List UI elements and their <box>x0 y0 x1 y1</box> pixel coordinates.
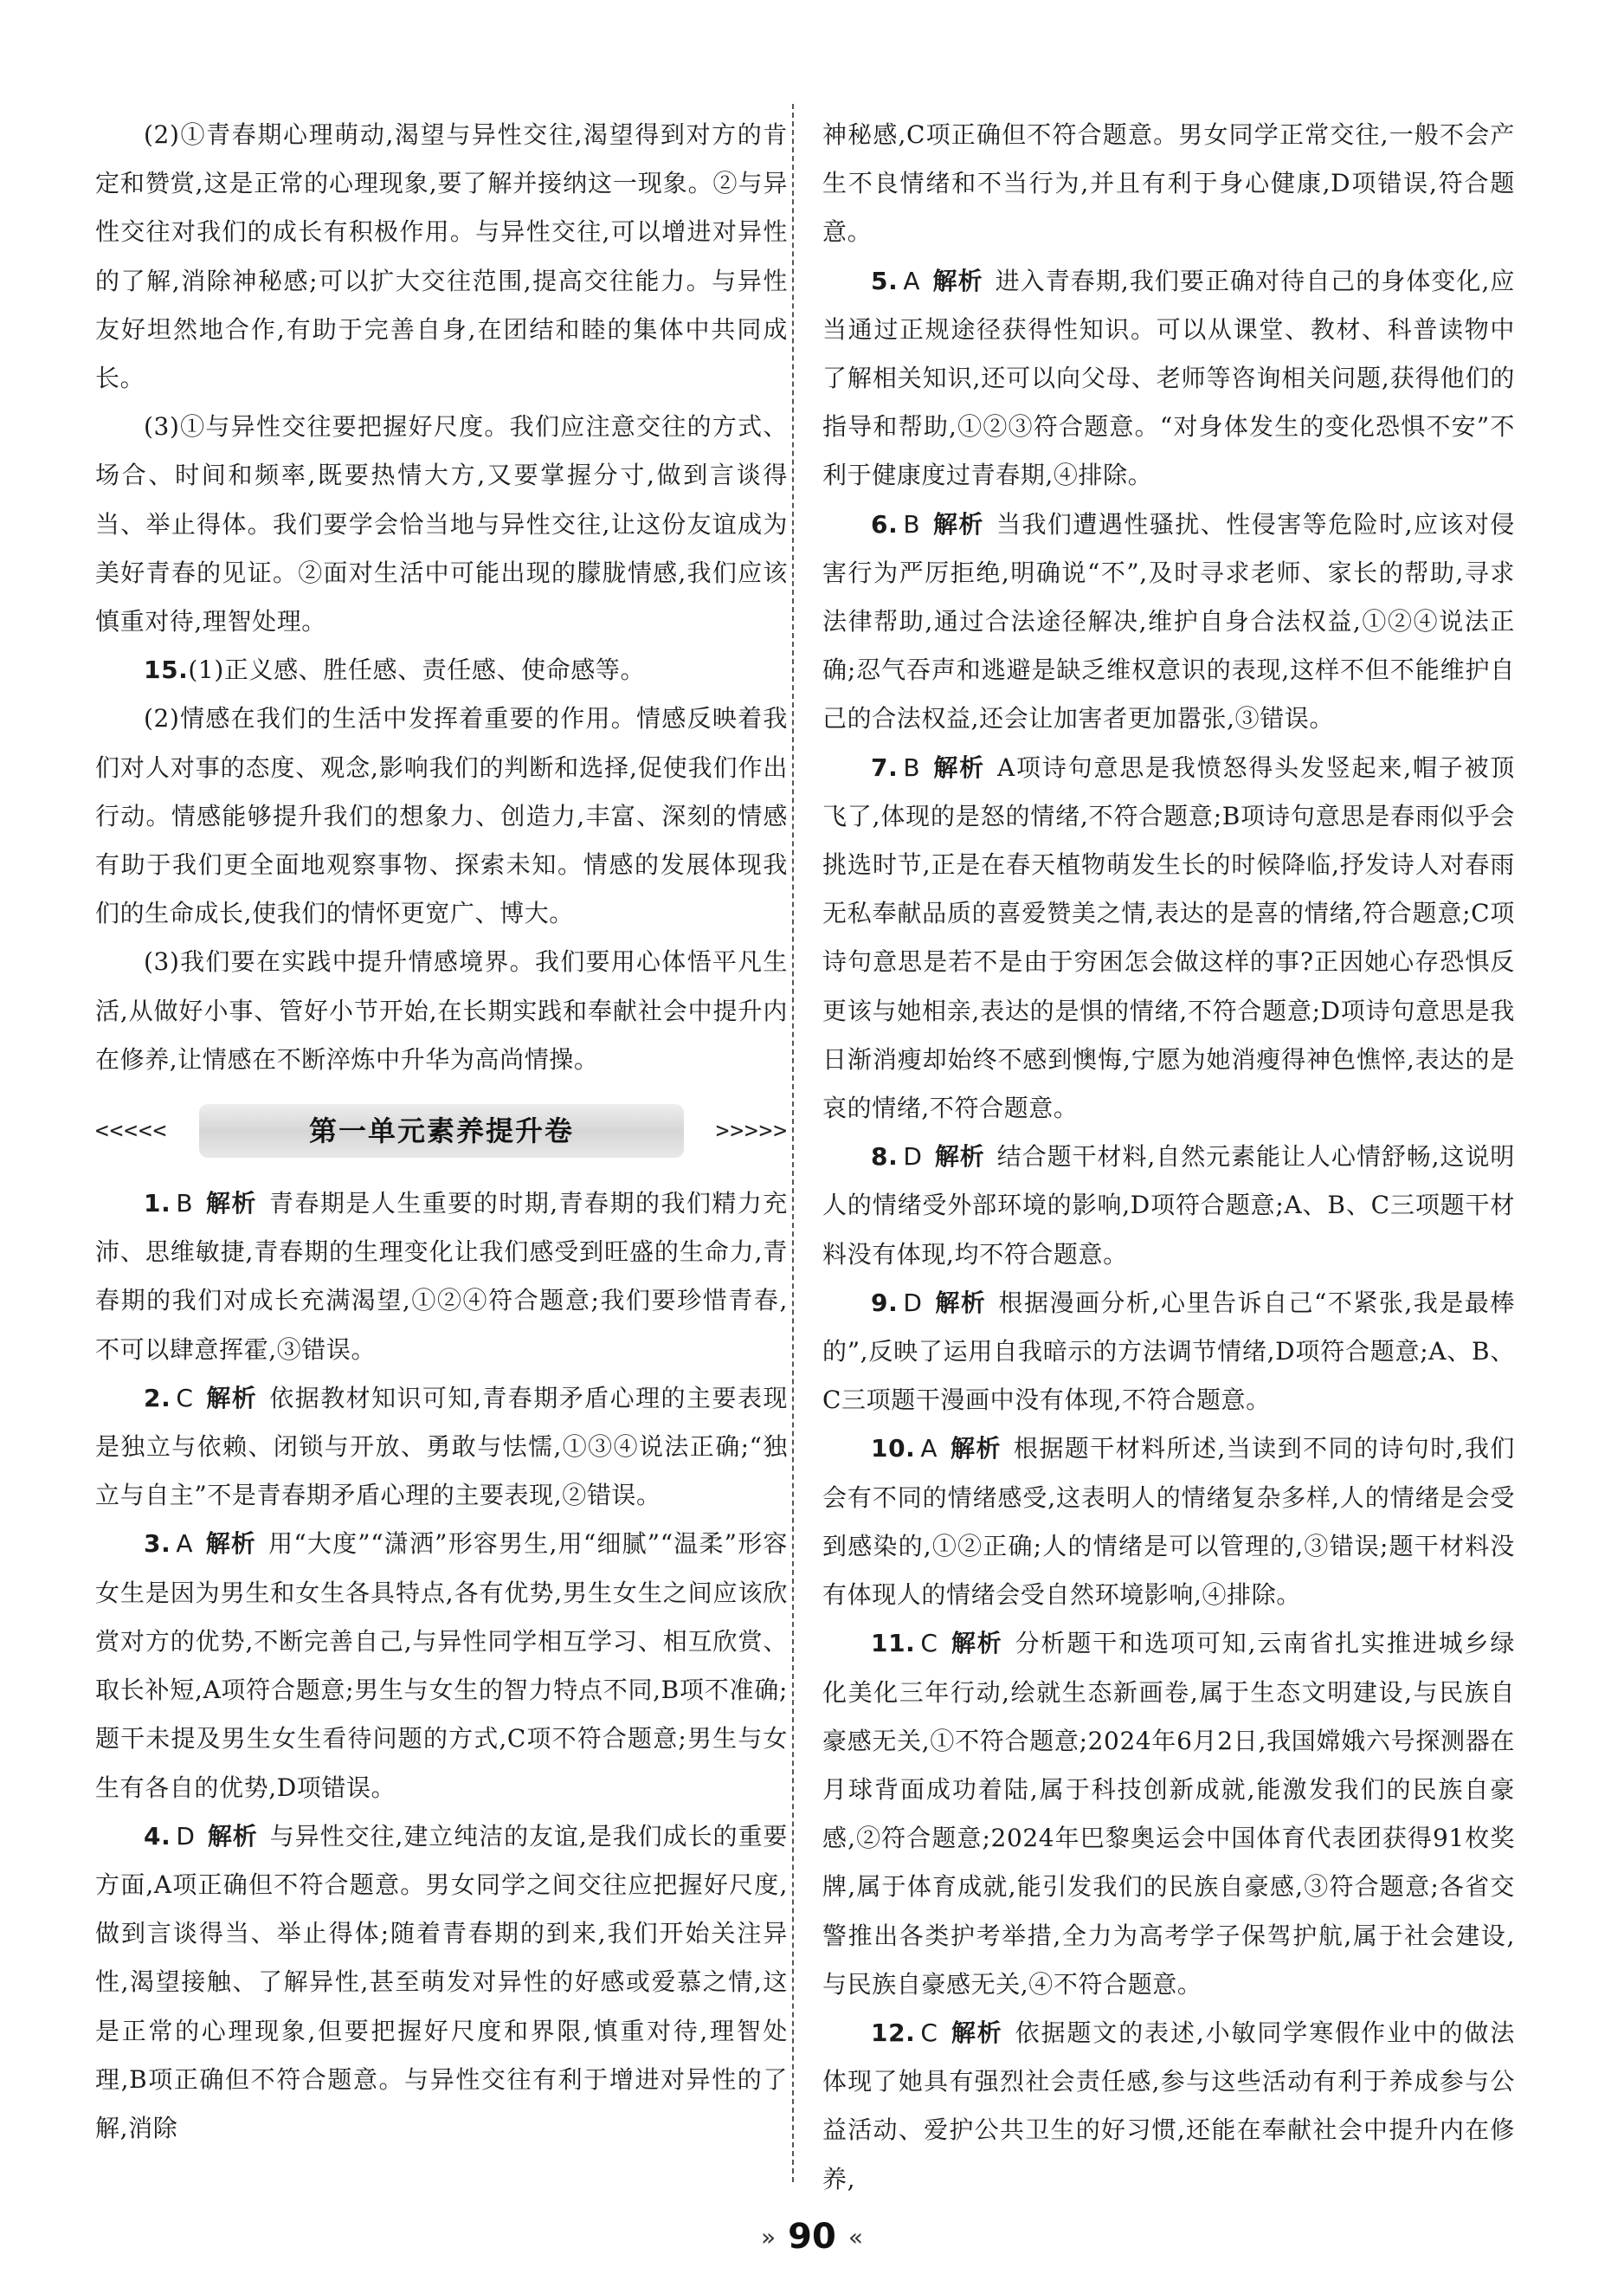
analysis-text: 当我们遭遇性骚扰、性侵害等危险时,应该对侵害行为严厉拒绝,明确说“不”,及时寻求老师、家长的帮助,寻求法律帮助,通过合法途径解决,维护自身合法权益,①②④说法正确;忍气吞声和逃避是缺乏维权意识的表现,这样不但不能维护自己的合法权益,还会让加害者更加嚣张,③错误。 <box>822 509 1515 733</box>
answer-item <box>95 1520 788 1812</box>
q15-part1 <box>95 646 788 694</box>
analysis-label: 解析 <box>205 1383 258 1412</box>
q15-part3: (3)我们要在实践中提升情感境界。我们要用心体悟平凡生活,从做好小事、管好小节开始,在长期实践和奉献社会中提升内在修养,让情感在不断淬炼中升华为高尚情操。 <box>95 947 788 1074</box>
analysis-label: 解析 <box>205 1189 257 1218</box>
q4-continuation: 神秘感,C项正确但不符合题意。男女同学正常交往,一般不会产生不良情绪和不当行为,并且有利于身心健康,D项错误,符合题意。 <box>822 120 1515 247</box>
analysis-text: 结合题干材料,自然元素能让人心情舒畅,这说明人的情绪受外部环境的影响,D项符合题意;A、B、C三项题干材料没有体现,均不符合题意。 <box>822 1142 1515 1269</box>
answer-item <box>95 1812 788 2153</box>
item-answer: C <box>920 2018 938 2047</box>
item-answer: B <box>903 509 921 539</box>
analysis-text: 与异性交往,建立纯洁的友谊,是我们成长的重要方面,A项正确但不符合题意。男女同学之间交往应把握好尺度,做到言谈得当、举止得体;随着青春期的到来,我们开始关注异性,渴望接触、了解异性,甚至萌发对异性的好感或爱慕之情,这是正常的心理现象,但要把握好尺度和界限,慎重对待,理智处理,B项正确但不符合题意。与异性交往有利于增进对异性的了解,消除 <box>95 1821 788 2142</box>
item-answer: B <box>176 1189 194 1218</box>
item-number: 11. <box>871 1629 916 1658</box>
answer-item <box>95 1179 788 1374</box>
q15-part2: (2)情感在我们的生活中发挥着重要的作用。情感反映着我们对人对事的态度、观念,影响我们的判断和选择,促使我们作出行动。情感能够提升我们的想象力、创造力,丰富、深刻的情感有助于我们更全面地观察事物、探索未知。情感的发展体现我们的生命成长,使我们的情怀更宽广、博大。 <box>95 704 788 928</box>
item-answer: A <box>903 266 921 295</box>
analysis-text: 青春期是人生重要的时期,青春期的我们精力充沛、思维敏捷,青春期的生理变化让我们感受到旺盛的生命力,青春期的我们对成长充满渴望,①②④符合题意;我们要珍惜青春,不可以肆意挥霍,③错误。 <box>95 1189 788 1364</box>
analysis-text: 分析题干和选项可知,云南省扎实推进城乡绿化美化三年行动,绘就生态新画卷,属于生态文明建设,与民族自豪感无关,①不符合题意;2024年6月2日,我国嫦娥六号探测器在月球背面成功着陆,属于科技创新成就,能激发我们的民族自豪感,②符合题意;2024年巴黎奥运会中国体育代表团获得91枚奖牌,属于体育成就,能引发我们的民族自豪感,③符合题意;各省交警推出各类护考举措,全力为高考学子保驾护航,属于社会建设,与民族自豪感无关,④不符合题意。 <box>822 1629 1516 1999</box>
item-number: 6. <box>871 509 899 539</box>
item-number: 3. <box>144 1529 171 1559</box>
answer-item <box>822 1133 1515 1279</box>
analysis-text: 根据漫画分析,心里告诉自己“不紧张,我是最棒的”,反映了运用自我暗示的方法调节情绪,D项符合题意;A、B、C三项题干漫画中没有体现,不符合题意。 <box>822 1288 1515 1415</box>
item-answer: D <box>176 1821 196 1851</box>
analysis-label: 解析 <box>950 1434 1002 1463</box>
page-number: 90 <box>788 2217 836 2257</box>
right-column <box>822 111 1515 2204</box>
item-number: 7. <box>871 752 899 782</box>
q14-part2: (2)①青春期心理萌动,渴望与异性交往,渴望得到对方的肯定和赞赏,这是正常的心理现象,要了解并接纳这一现象。②与异性交往对我们的成长有积极作用。与异性交往,可以增进对异性的了解,消除神秘感;可以扩大交往范围,提高交往能力。与异性友好坦然地合作,有助于完善自身,在团结和睦的集体中共同成长。 <box>95 120 788 393</box>
chevron-left-icon: « <box>847 2222 863 2251</box>
section-header <box>95 1100 788 1162</box>
analysis-text: 进入青春期,我们要正确对待自己的身体变化,应当通过正规途径获得性知识。可以从课堂、教材、科普读物中了解相关知识,还可以向父母、老师等咨询相关问题,获得他们的指导和帮助,①②③符合题意。“对身体发生的变化恐惧不安”不利于健康度过青春期,④排除。 <box>822 266 1515 490</box>
answer-item <box>822 1424 1515 1619</box>
column-divider <box>792 104 794 2182</box>
chevron-right-icon: » <box>761 2222 777 2251</box>
analysis-label: 解析 <box>950 1629 1003 1658</box>
item-number: 10. <box>871 1434 916 1463</box>
page-footer <box>0 2217 1624 2257</box>
analysis-text: A项诗句意思是我愤怒得头发竖起来,帽子被顶飞了,体现的是怒的情绪,不符合题意;B项诗句意思是春雨似乎会挑选时节,正是在春天植物萌发生长的时候降临,抒发诗人对春雨无私奉献品质的喜爱赞美之情,表达的是喜的情绪,符合题意;C项诗句意思是若不是由于穷困怎会做这样的事?正因她心存恐惧反更该与她相亲,表达的是惧的情绪,不符合题意;D项诗句意思是我日渐消瘦却始终不感到懊悔,宁愿为她消瘦得神色憔悴,表达的是哀的情绪,不符合题意。 <box>822 752 1515 1123</box>
answer-item <box>822 257 1515 501</box>
item-number: 2. <box>144 1383 171 1412</box>
item-answer: A <box>176 1529 194 1559</box>
analysis-label: 解析 <box>934 1288 987 1317</box>
right-arrows: >>>>> <box>715 1117 788 1144</box>
item-answer: D <box>903 1288 923 1317</box>
analysis-text: 用“大度”“潇洒”形容男生,用“细腻”“温柔”形容女生是因为男生和女生各具特点,各有优势,男生女生之间应该欣赏对方的优势,不断完善自己,与异性同学相互学习、相互欣赏、取长补短,A项符合题意;男生与女生的智力特点不同,B项不准确;题干未提及男生女生看待问题的方式,C项不符合题意;男生与女生有各自的优势,D项错误。 <box>95 1529 789 1802</box>
analysis-label: 解析 <box>932 752 985 782</box>
item-answer: C <box>920 1629 938 1658</box>
answer-item <box>822 1619 1515 2009</box>
answer-item <box>822 744 1515 1134</box>
left-column <box>95 111 788 2153</box>
analysis-label: 解析 <box>950 2018 1003 2047</box>
item-number: 9. <box>871 1288 899 1317</box>
section-title: 第一单元素养提升卷 <box>199 1104 684 1158</box>
analysis-text: 依据教材知识可知,青春期矛盾心理的主要表现是独立与依赖、闭锁与开放、勇敢与怯懦,①③④说法正确;“独立与自主”不是青春期矛盾心理的主要表现,②错误。 <box>95 1383 788 1510</box>
q15-number: 15. <box>144 656 189 685</box>
item-answer: C <box>176 1383 194 1412</box>
answer-item <box>95 1374 788 1521</box>
analysis-label: 解析 <box>207 1821 258 1851</box>
answer-item <box>822 2009 1515 2204</box>
analysis-label: 解析 <box>932 509 984 539</box>
q14-part3: (3)①与异性交往要把握好尺度。我们应注意交往的方式、场合、时间和频率,既要热情大方,又要掌握分寸,做到言谈得当、举止得体。我们要学会恰当地与异性交往,让这份友谊成为美好青春的见证。②面对生活中可能出现的朦胧情感,我们应该慎重对待,理智处理。 <box>95 412 788 636</box>
item-number: 5. <box>871 266 899 295</box>
analysis-text: 根据题干材料所述,当读到不同的诗句时,我们会有不同的情绪感受,这表明人的情绪复杂多样,人的情绪是会受到感染的,①②正确;人的情绪是可以管理的,③错误;题干材料没有体现人的情绪会受自然环境影响,④排除。 <box>822 1434 1516 1610</box>
item-number: 1. <box>144 1189 171 1218</box>
analysis-label: 解析 <box>205 1529 257 1559</box>
answer-item <box>822 501 1515 744</box>
item-number: 12. <box>871 2018 916 2047</box>
answer-item <box>822 1279 1515 1425</box>
item-number: 8. <box>871 1142 899 1172</box>
item-answer: D <box>903 1142 923 1172</box>
analysis-label: 解析 <box>934 1142 985 1172</box>
left-arrows: <<<<< <box>95 1117 168 1144</box>
item-answer: B <box>903 752 921 782</box>
q15-part1-text: (1)正义感、胜任感、责任感、使命感等。 <box>188 656 646 685</box>
item-number: 4. <box>144 1821 171 1851</box>
analysis-label: 解析 <box>932 266 983 295</box>
item-answer: A <box>920 1434 938 1463</box>
analysis-text: 依据题文的表述,小敏同学寒假作业中的做法体现了她具有强烈社会责任感,参与这些活动有利于养成参与公益活动、爱护公共卫生的好习惯,还能在奉献社会中提升内在修养, <box>822 2018 1516 2193</box>
